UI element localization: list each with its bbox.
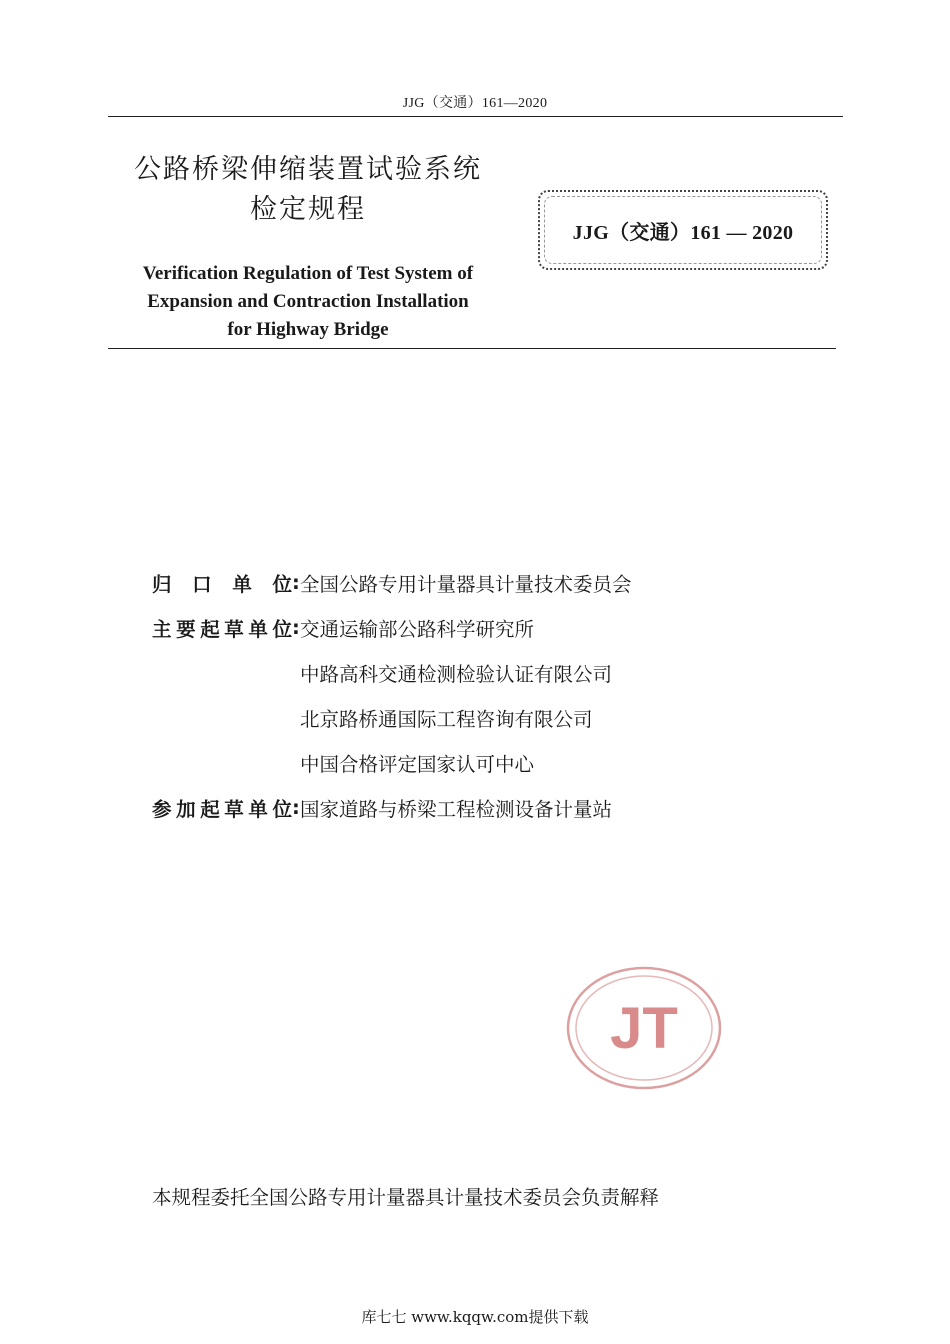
unit-row-main-drafting <box>152 605 632 650</box>
title-english-line3: for Highway Bridge <box>227 319 389 340</box>
unit-row-main-drafting-cont <box>152 695 632 740</box>
unit-row-participating <box>152 785 632 830</box>
unit-row-main-drafting-cont <box>152 650 632 695</box>
title-rule <box>108 348 836 349</box>
header-standard-code: JJG（交通）161—2020 <box>402 96 548 111</box>
interpretation-note: 本规程委托全国公路专用计量器具计量技术委员会负责解释 <box>152 1186 660 1209</box>
title-chinese <box>108 150 508 230</box>
unit-value-participating: 国家道路与桥梁工程检测设备计量站 <box>300 797 613 821</box>
title-english-line1: Verification Regulation of Test System of <box>142 263 474 284</box>
drafting-units <box>152 560 632 830</box>
footer-watermark: 库七七 www.kqqw.com提供下载 <box>361 1308 589 1326</box>
unit-value-main-drafting-1: 交通运输部公路科学研究所 <box>300 617 535 641</box>
unit-colon: : <box>292 571 300 594</box>
unit-colon: : <box>292 796 300 819</box>
jt-stamp-icon <box>566 966 722 1090</box>
title-english-line2: Expansion and Contraction Installation <box>147 291 469 312</box>
standard-code-box-text: JJG（交通）161 — 2020 <box>572 222 794 244</box>
unit-row-responsible <box>152 560 632 605</box>
unit-label-responsible: 归 口 单 位 <box>152 572 292 596</box>
unit-colon: : <box>292 616 300 639</box>
unit-label-participating: 参 加 起 草 单 位 <box>152 797 292 821</box>
unit-value-main-drafting-2: 中路高科交通检测检验认证有限公司 <box>300 662 613 686</box>
unit-row-main-drafting-cont <box>152 740 632 785</box>
header-rule <box>108 116 843 117</box>
title-english <box>108 260 508 344</box>
jt-stamp-text: JT <box>610 996 678 1061</box>
unit-value-main-drafting-4: 中国合格评定国家认可中心 <box>300 752 535 776</box>
unit-value-main-drafting-3: 北京路桥通国际工程咨询有限公司 <box>300 707 593 731</box>
unit-value-responsible: 全国公路专用计量器具计量技术委员会 <box>300 572 632 596</box>
standard-code-box <box>538 190 828 270</box>
title-chinese-line2: 检定规程 <box>250 194 366 225</box>
title-chinese-line1: 公路桥梁伸缩装置试验系统 <box>134 154 482 185</box>
unit-label-main-drafting: 主 要 起 草 单 位 <box>152 617 292 641</box>
